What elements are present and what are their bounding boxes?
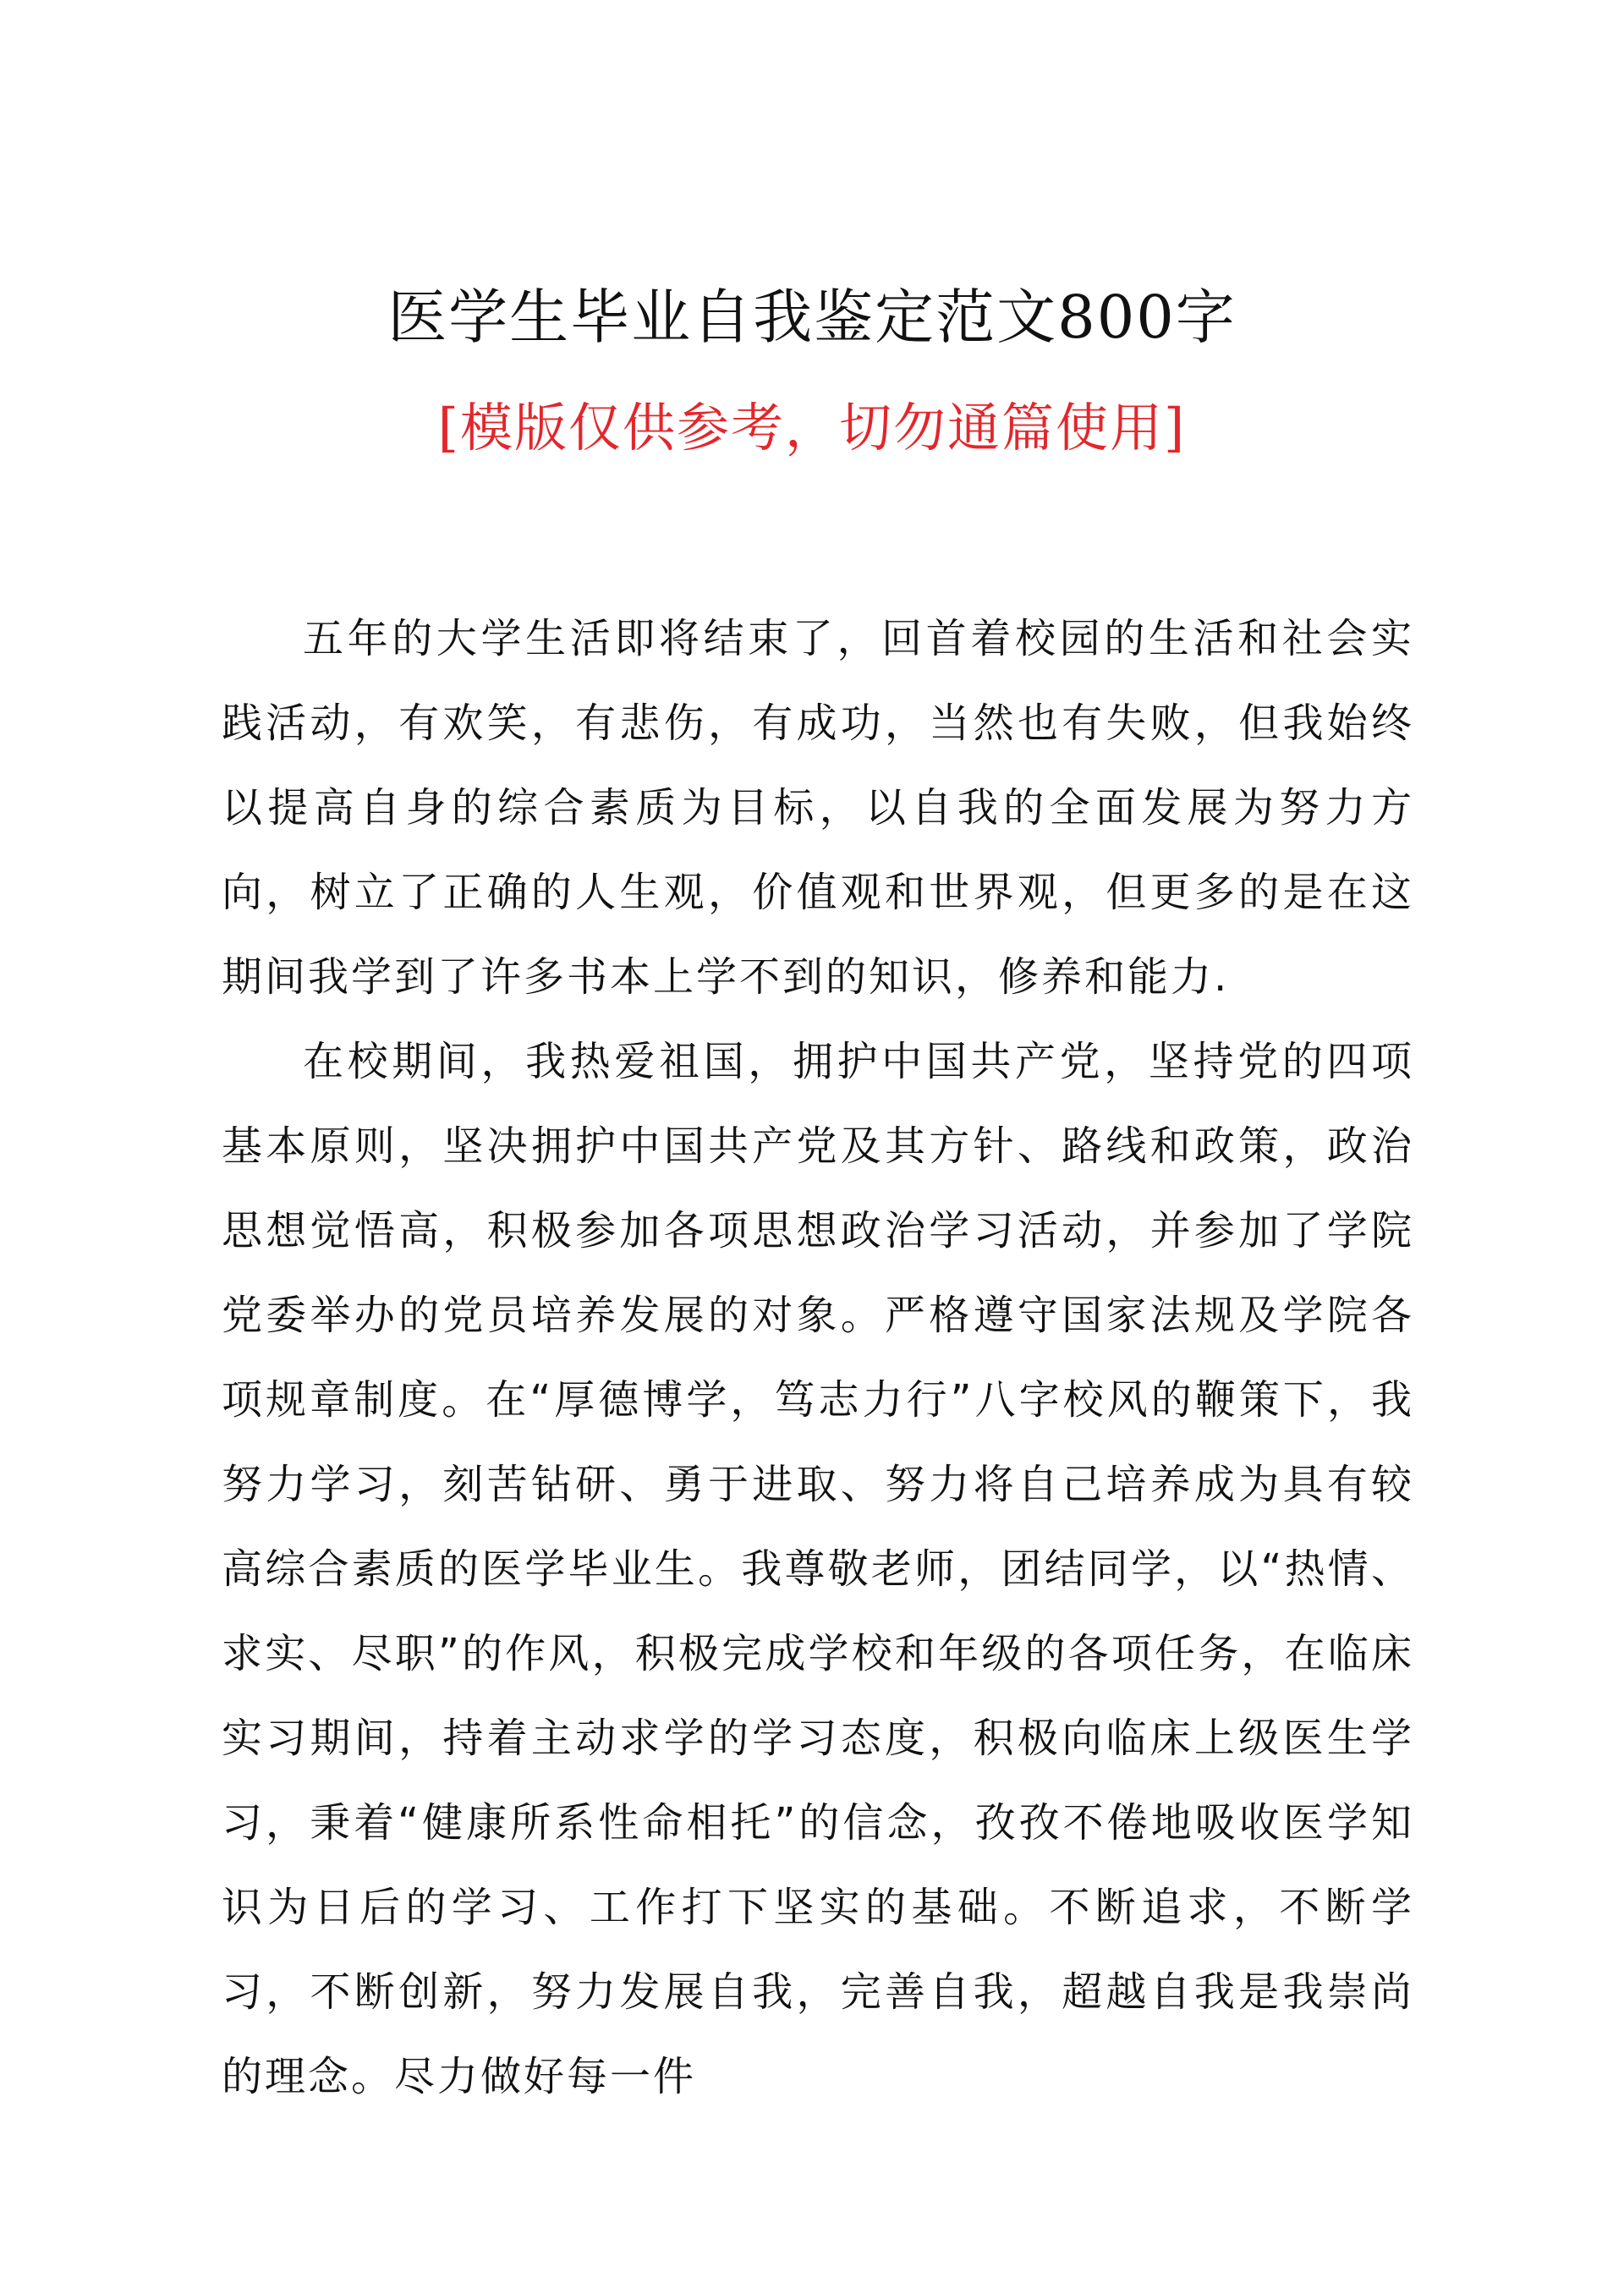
body-paragraph-2: 在校期间，我热爱祖国，拥护中国共产党，坚持党的四项基本原则，坚决拥护中国共产党及其方针、路线和政策，政治思想觉悟高，积极参加各项思想政治学习活动，并参加了学院党委举办的党员培养发展的对象。严格遵守国家法规及学院各项规章制度。在“厚德博学，笃志力行”八字校风的鞭策下，我努力学习，刻苦钻研、勇于进取、努力将自己培养成为具有较高综合素质的医学毕业生。我尊敬老师，团结同学，以“热情、求实、尽职”的作风，积极完成学校和年级的各项任务，在临床实习期间，持着主动求学的学习态度，积极向临床上级医生学习，秉着“健康所系性命相托”的信念，孜孜不倦地吸收医学知识为日后的学习、工作打下坚实的基础。不断追求，不断学习，不断创新，努力发展自我，完善自我，超越自我是我崇尚的理念。尽力做好每一件 — [222, 1038, 1414, 2100]
body-paragraph-1: 五年的大学生活即将结束了，回首着校园的生活和社会实践活动，有欢笑，有悲伤，有成功，当然也有失败，但我始终以提高自身的综合素质为目标，以自我的全面发展为努力方向，树立了正确的人生观，价值观和世界观，但更多的是在这期间我学到了许多书本上学不到的知识，修养和能力. — [222, 615, 1414, 1001]
document-title: 医学生毕业自我鉴定范文800字 — [387, 283, 1237, 352]
document-body — [222, 596, 1414, 2119]
document-subtitle-notice: [模版仅供参考，切勿通篇使用] — [437, 397, 1187, 458]
